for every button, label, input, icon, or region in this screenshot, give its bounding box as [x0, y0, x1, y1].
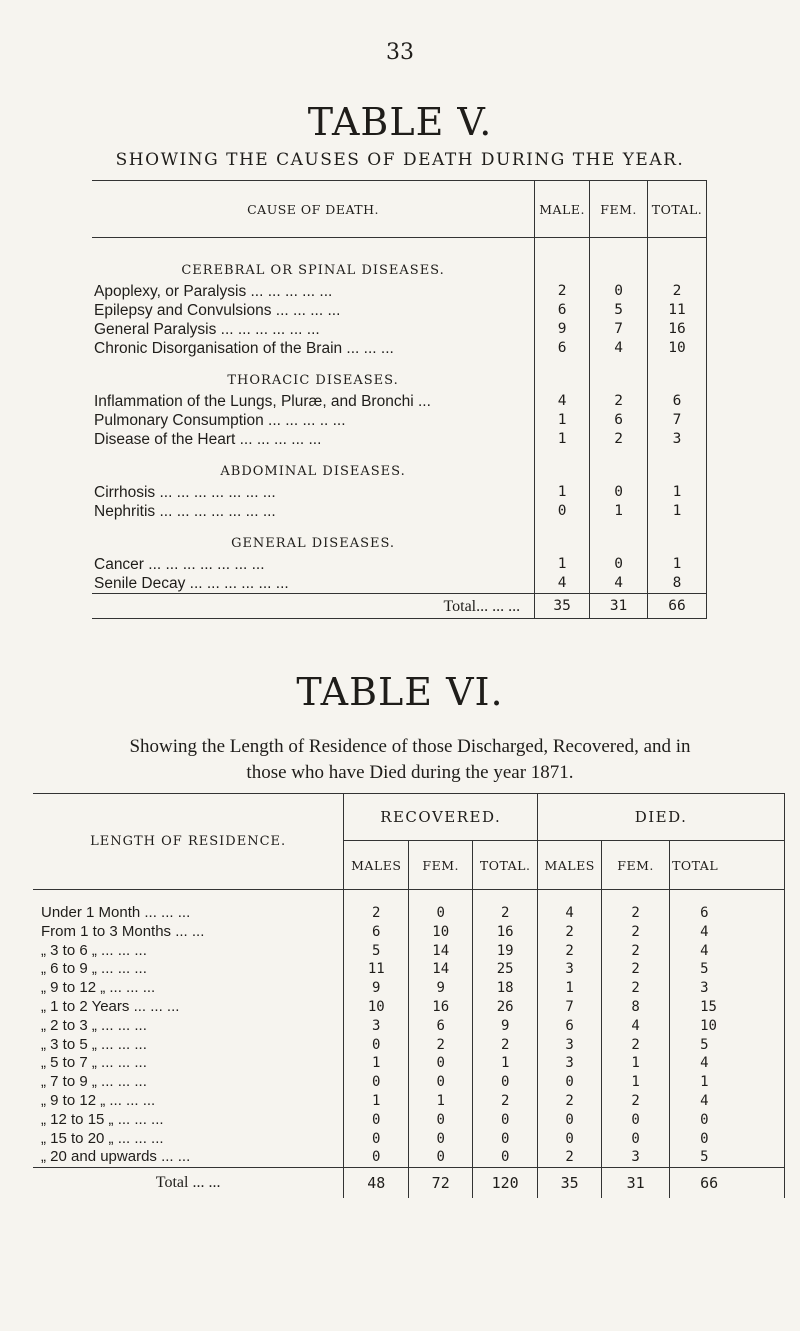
died-total: 0 — [670, 1130, 785, 1149]
residence-label: „ 1 to 2 Years ... ... ... — [41, 997, 180, 1015]
residence-label: „ 3 to 6 „ ... ... ... — [41, 941, 147, 959]
male-count: 4 — [535, 574, 590, 594]
recovered-males: 1 — [344, 1054, 409, 1073]
total-recovered-total: 120 — [473, 1168, 538, 1199]
died-total: 6 — [670, 890, 785, 923]
table-row — [33, 1036, 785, 1055]
table-row — [92, 502, 707, 521]
section-heading: THORACIC DISEASES. — [227, 372, 399, 388]
residence-label: From 1 to 3 Months ... ... — [41, 922, 205, 940]
header-died-males: MALES — [538, 841, 602, 890]
died-fem: 2 — [602, 979, 670, 998]
table-6-subtitle: Showing the Length of Residence of those Discharged, Recovered, and in those who have Died during the year 1871. — [129, 736, 691, 783]
recovered-fem: 1 — [409, 1092, 473, 1111]
died-males: 0 — [538, 1130, 602, 1149]
total-male: 35 — [535, 594, 590, 619]
header-male: MALE. — [535, 181, 590, 238]
total-count: 8 — [648, 574, 707, 594]
male-count: 9 — [535, 320, 590, 339]
total-count: 16 — [648, 320, 707, 339]
table-row — [33, 1111, 785, 1130]
total-count: 2 — [648, 282, 707, 301]
died-total: 0 — [670, 1111, 785, 1130]
page-number: 33 — [386, 40, 414, 65]
died-males: 3 — [538, 1054, 602, 1073]
table-row — [92, 430, 707, 449]
died-fem: 2 — [602, 960, 670, 979]
total-total: 66 — [648, 594, 707, 619]
residence-label: „ 9 to 12 „ ... ... ... — [41, 1091, 156, 1109]
header-recovered: RECOVERED. — [344, 794, 538, 841]
header-died: DIED. — [538, 794, 785, 841]
table-row — [92, 483, 707, 502]
recovered-males: 3 — [344, 1017, 409, 1036]
died-fem: 0 — [602, 1130, 670, 1149]
total-count: 11 — [648, 301, 707, 320]
residence-label: „ 3 to 5 „ ... ... ... — [41, 1035, 147, 1053]
cause-label: Nephritis ... ... ... ... ... ... ... — [94, 503, 276, 520]
male-count: 6 — [535, 339, 590, 358]
recovered-fem: 0 — [409, 1073, 473, 1092]
cause-label: Disease of the Heart ... ... ... ... ... — [94, 431, 322, 448]
section-heading: GENERAL DISEASES. — [231, 535, 396, 551]
recovered-total: 1 — [473, 1054, 538, 1073]
recovered-males: 6 — [344, 923, 409, 942]
recovered-fem: 0 — [409, 890, 473, 923]
table-5-total-row — [92, 594, 707, 619]
died-total: 5 — [670, 1036, 785, 1055]
fem-count: 7 — [590, 320, 648, 339]
table-row — [92, 282, 707, 301]
died-males: 1 — [538, 979, 602, 998]
died-fem: 1 — [602, 1054, 670, 1073]
cause-label: Cancer ... ... ... ... ... ... ... — [94, 556, 265, 573]
fem-count: 2 — [590, 392, 648, 411]
table-row — [92, 339, 707, 358]
recovered-males: 5 — [344, 942, 409, 961]
cause-label: Pulmonary Consumption ... ... ... .. ... — [94, 412, 346, 429]
table-row — [92, 301, 707, 320]
header-died-total: TOTAL — [670, 841, 785, 890]
residence-label: „ 5 to 7 „ ... ... ... — [41, 1054, 147, 1072]
total-recovered-fem: 72 — [409, 1168, 473, 1199]
table-row — [33, 1054, 785, 1073]
male-count: 1 — [535, 555, 590, 574]
died-males: 0 — [538, 1111, 602, 1130]
died-fem: 1 — [602, 1073, 670, 1092]
length-of-residence-table — [33, 793, 785, 1198]
residence-label: „ 6 to 9 „ ... ... ... — [41, 960, 147, 978]
died-total: 15 — [670, 998, 785, 1017]
male-count: 0 — [535, 502, 590, 521]
male-count: 2 — [535, 282, 590, 301]
recovered-fem: 0 — [409, 1054, 473, 1073]
died-total: 10 — [670, 1017, 785, 1036]
recovered-fem: 0 — [409, 1148, 473, 1167]
cause-label: Inflammation of the Lungs, Pluræ, and Bronchi ... — [94, 393, 431, 410]
total-label: Total... ... ... — [92, 594, 535, 619]
header-recovered-fem: FEM. — [409, 841, 473, 890]
male-count: 4 — [535, 392, 590, 411]
recovered-fem: 14 — [409, 942, 473, 961]
header-length: LENGTH OF RESIDENCE. — [33, 794, 344, 890]
table-row — [33, 1130, 785, 1149]
recovered-males: 10 — [344, 998, 409, 1017]
table-6-title: TABLE VI. — [296, 670, 504, 714]
cause-label: Apoplexy, or Paralysis ... ... ... ... ... — [94, 283, 333, 300]
died-fem: 8 — [602, 998, 670, 1017]
table-5-title: TABLE V. — [307, 100, 493, 144]
recovered-males: 9 — [344, 979, 409, 998]
died-total: 5 — [670, 1148, 785, 1167]
table-row — [92, 392, 707, 411]
fem-count: 6 — [590, 411, 648, 430]
male-count: 1 — [535, 483, 590, 502]
total-label: Total ... ... — [33, 1168, 344, 1199]
header-cause: CAUSE OF DEATH. — [92, 181, 535, 238]
died-total: 1 — [670, 1073, 785, 1092]
recovered-fem: 6 — [409, 1017, 473, 1036]
died-total: 4 — [670, 923, 785, 942]
total-fem: 31 — [590, 594, 648, 619]
table-5-subtitle: SHOWING THE CAUSES OF DEATH DURING THE YEAR. — [115, 150, 685, 170]
cause-label: Epilepsy and Convulsions ... ... ... ... — [94, 302, 341, 319]
died-fem: 2 — [602, 1092, 670, 1111]
recovered-fem: 0 — [409, 1111, 473, 1130]
recovered-males: 0 — [344, 1111, 409, 1130]
died-males: 2 — [538, 1148, 602, 1167]
recovered-fem: 0 — [409, 1130, 473, 1149]
causes-of-death-table — [92, 180, 707, 619]
fem-count: 1 — [590, 502, 648, 521]
died-males: 2 — [538, 1092, 602, 1111]
total-count: 1 — [648, 483, 707, 502]
header-recovered-total: TOTAL. — [473, 841, 538, 890]
table-row — [92, 574, 707, 594]
died-fem: 2 — [602, 942, 670, 961]
recovered-total: 16 — [473, 923, 538, 942]
header-died-fem: FEM. — [602, 841, 670, 890]
recovered-fem: 16 — [409, 998, 473, 1017]
fem-count: 0 — [590, 555, 648, 574]
died-males: 2 — [538, 942, 602, 961]
recovered-total: 18 — [473, 979, 538, 998]
died-total: 4 — [670, 942, 785, 961]
recovered-fem: 10 — [409, 923, 473, 942]
died-males: 7 — [538, 998, 602, 1017]
table-5-header-row — [92, 181, 707, 238]
recovered-total: 0 — [473, 1148, 538, 1167]
section-heading-row — [92, 449, 707, 483]
died-fem: 3 — [602, 1148, 670, 1167]
total-count: 1 — [648, 555, 707, 574]
total-count: 1 — [648, 502, 707, 521]
fem-count: 5 — [590, 301, 648, 320]
recovered-males: 0 — [344, 1073, 409, 1092]
total-count: 6 — [648, 392, 707, 411]
total-recovered-males: 48 — [344, 1168, 409, 1199]
residence-label: „ 20 and upwards ... ... — [41, 1148, 191, 1166]
died-fem: 2 — [602, 923, 670, 942]
recovered-total: 25 — [473, 960, 538, 979]
table-row — [33, 942, 785, 961]
section-heading-row — [92, 238, 707, 283]
section-heading-row — [92, 358, 707, 392]
recovered-males: 0 — [344, 1148, 409, 1167]
recovered-total: 0 — [473, 1111, 538, 1130]
recovered-males: 0 — [344, 1130, 409, 1149]
recovered-fem: 14 — [409, 960, 473, 979]
total-died-fem: 31 — [602, 1168, 670, 1199]
died-fem: 0 — [602, 1111, 670, 1130]
fem-count: 2 — [590, 430, 648, 449]
residence-label: „ 12 to 15 „ ... ... ... — [41, 1110, 164, 1128]
male-count: 1 — [535, 430, 590, 449]
residence-label: „ 15 to 20 „ ... ... ... — [41, 1129, 164, 1147]
table-row — [92, 411, 707, 430]
died-males: 3 — [538, 1036, 602, 1055]
recovered-total: 26 — [473, 998, 538, 1017]
died-males: 3 — [538, 960, 602, 979]
recovered-males: 0 — [344, 1036, 409, 1055]
recovered-total: 9 — [473, 1017, 538, 1036]
table-row — [92, 320, 707, 339]
table-row — [33, 1017, 785, 1036]
recovered-males: 1 — [344, 1092, 409, 1111]
total-died-total: 66 — [670, 1168, 785, 1199]
fem-count: 4 — [590, 574, 648, 594]
table-row — [33, 979, 785, 998]
recovered-total: 2 — [473, 890, 538, 923]
table-row — [33, 1092, 785, 1111]
residence-label: „ 2 to 3 „ ... ... ... — [41, 1016, 147, 1034]
recovered-fem: 9 — [409, 979, 473, 998]
table-6-group-header-row — [33, 794, 785, 841]
residence-label: „ 9 to 12 „ ... ... ... — [41, 979, 156, 997]
header-recovered-males: MALES — [344, 841, 409, 890]
recovered-males: 11 — [344, 960, 409, 979]
cause-label: General Paralysis ... ... ... ... ... ... — [94, 321, 320, 338]
recovered-total: 0 — [473, 1130, 538, 1149]
fem-count: 0 — [590, 282, 648, 301]
table-row — [33, 890, 785, 923]
cause-label: Cirrhosis ... ... ... ... ... ... ... — [94, 484, 276, 501]
died-total: 5 — [670, 960, 785, 979]
died-males: 0 — [538, 1073, 602, 1092]
section-heading: CEREBRAL OR SPINAL DISEASES. — [181, 262, 445, 278]
recovered-total: 19 — [473, 942, 538, 961]
table-row — [92, 555, 707, 574]
header-total: TOTAL. — [648, 181, 707, 238]
table-row — [33, 960, 785, 979]
section-heading-row — [92, 521, 707, 555]
died-fem: 2 — [602, 890, 670, 923]
died-total: 4 — [670, 1054, 785, 1073]
recovered-fem: 2 — [409, 1036, 473, 1055]
died-total: 4 — [670, 1092, 785, 1111]
died-fem: 4 — [602, 1017, 670, 1036]
table-row — [33, 1148, 785, 1167]
cause-label: Senile Decay ... ... ... ... ... ... — [94, 575, 289, 592]
total-count: 3 — [648, 430, 707, 449]
male-count: 1 — [535, 411, 590, 430]
fem-count: 4 — [590, 339, 648, 358]
recovered-total: 0 — [473, 1073, 538, 1092]
total-died-males: 35 — [538, 1168, 602, 1199]
header-fem: FEM. — [590, 181, 648, 238]
recovered-total: 2 — [473, 1092, 538, 1111]
table-row — [33, 923, 785, 942]
male-count: 6 — [535, 301, 590, 320]
died-fem: 2 — [602, 1036, 670, 1055]
section-heading: ABDOMINAL DISEASES. — [220, 463, 406, 479]
died-males: 4 — [538, 890, 602, 923]
recovered-total: 2 — [473, 1036, 538, 1055]
died-males: 2 — [538, 923, 602, 942]
residence-label: „ 7 to 9 „ ... ... ... — [41, 1073, 147, 1091]
residence-label: Under 1 Month ... ... ... — [41, 904, 191, 921]
cause-label: Chronic Disorganisation of the Brain ... ... ... — [94, 340, 394, 357]
fem-count: 0 — [590, 483, 648, 502]
died-total: 3 — [670, 979, 785, 998]
table-row — [33, 998, 785, 1017]
total-count: 10 — [648, 339, 707, 358]
table-row — [33, 1073, 785, 1092]
total-count: 7 — [648, 411, 707, 430]
died-males: 6 — [538, 1017, 602, 1036]
recovered-males: 2 — [344, 890, 409, 923]
table-6-total-row — [33, 1168, 785, 1199]
